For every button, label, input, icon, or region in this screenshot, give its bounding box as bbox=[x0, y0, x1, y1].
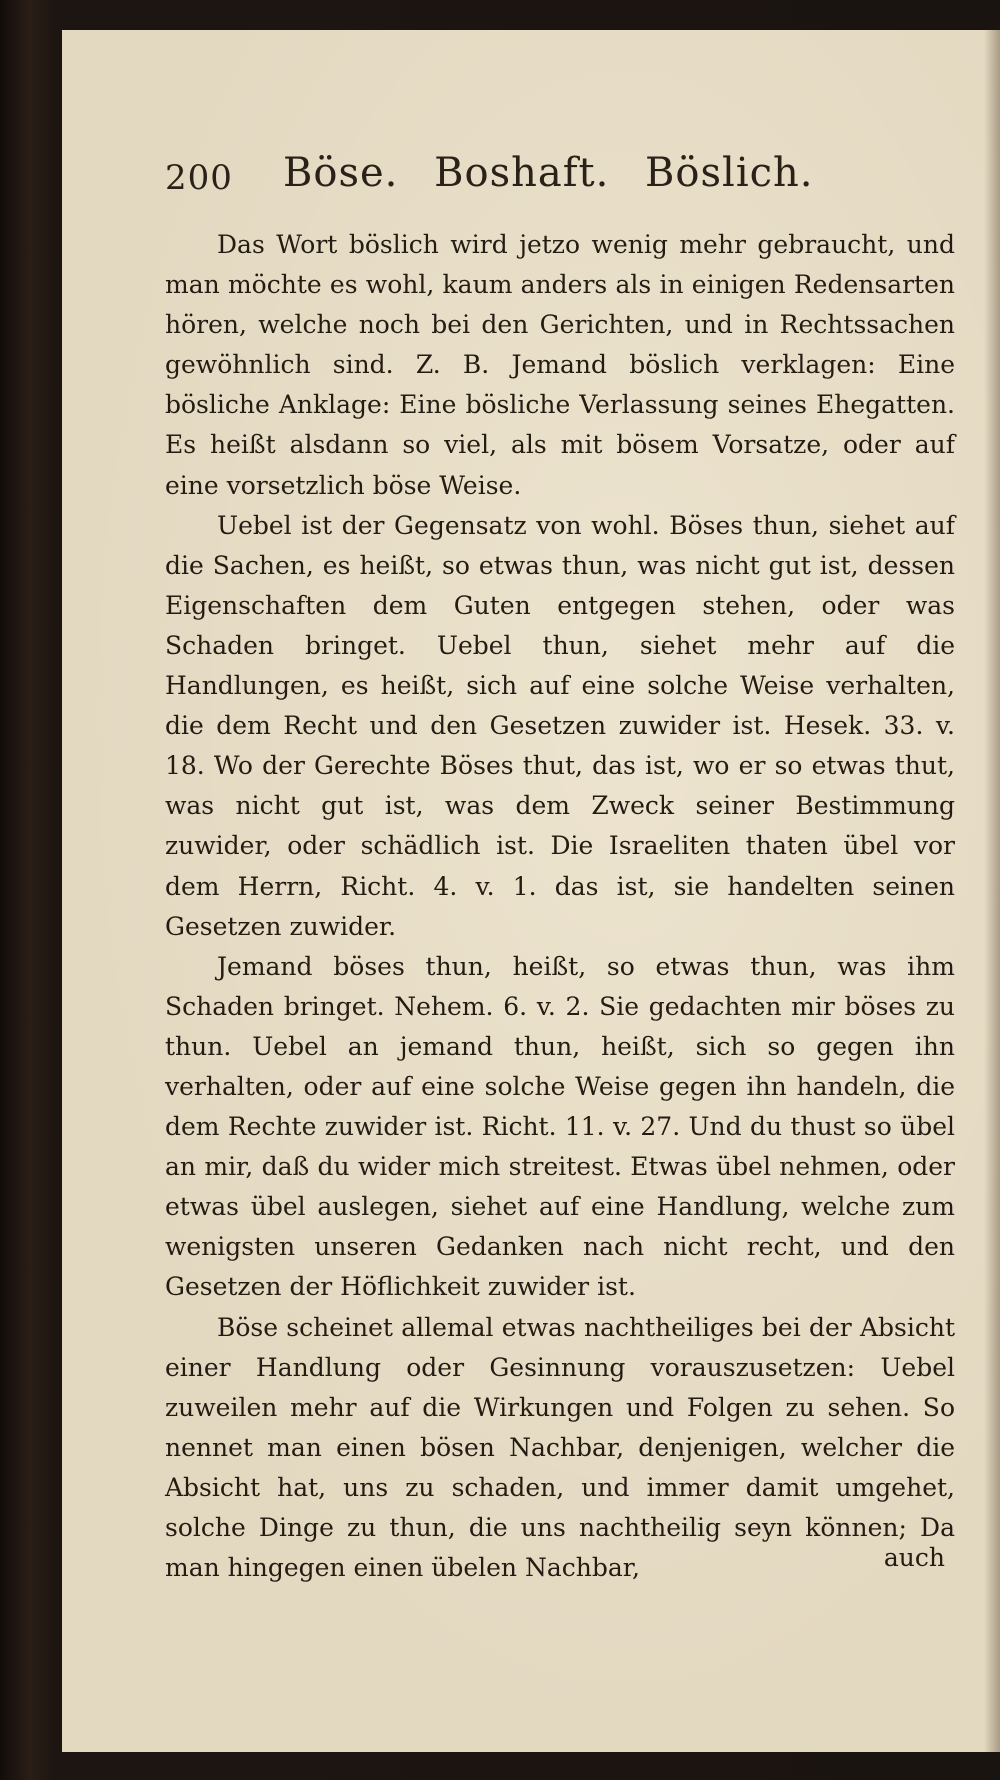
page-number: 200 bbox=[165, 158, 233, 198]
body-text bbox=[165, 225, 955, 1588]
paragraph-1: Das Wort böslich wird jetzo wenig mehr gebraucht, und man möchte es wohl, kaum anders als in einigen Redensarten hören, welche noch bei den Gerichten, und in Rechtssachen gewöhnlich sind. Z. B. Jemand böslich verklagen: Eine bösliche Anklage: Eine bösliche Verlassung seines Ehegatten. Es heißt alsdann so viel, als mit bösem Vorsatze, oder auf eine vorsetzlich böse Weise. bbox=[165, 230, 955, 500]
catchword: auch bbox=[883, 1543, 945, 1572]
paragraph-4: Böse scheinet allemal etwas nachtheiliges bei der Absicht einer Handlung oder Gesinnung vorauszusetzen: Uebel zuweilen mehr auf die Wirkungen und Folgen zu sehen. So nennet man einen bösen Nachbar, denjenigen, welcher die Absicht hat, uns zu schaden, und immer damit umgehet, solche Dinge zu thun, die uns nachtheilig seyn können; Da man hingegen einen übelen Nachbar, bbox=[165, 1312, 955, 1583]
paragraph-3: Jemand böses thun, heißt, so etwas thun, was ihm Schaden bringet. Nehem. 6. v. 2. Sie gedachten mir böses zu thun. Uebel an jemand thun, heißt, sich so gegen ihn verhalten, oder auf eine solche Weise gegen ihn handeln, die dem Rechte zuwider ist. Richt. 11. v. 27. Und du thust so übel an mir, daß du wider mich streitest. Etwas übel nehmen, oder etwas übel auslegen, siehet auf eine Handlung, welche zum wenigsten unseren Gedanken nach nicht recht, und den Gesetzen der Höflichkeit zuwider ist. bbox=[165, 951, 955, 1302]
page-edge-shadow bbox=[984, 30, 1000, 1752]
page-header bbox=[165, 150, 815, 210]
paragraph-2: Uebel ist der Gegensatz von wohl. Böses thun, siehet auf die Sachen, es heißt, so etwas thun, was nicht gut ist, dessen Eigenschaften dem Guten entgegen stehen, oder was Schaden bringet. Uebel thun, siehet mehr auf die Handlungen, es heißt, sich auf eine solche Weise verhalten, die dem Recht und den Gesetzen zuwider ist. Hesek. 33. v. 18. Wo der Gerechte Böses thut, das ist, wo er so etwas thut, was nicht gut ist, was dem Zweck seiner Bestimmung zuwider, oder schädlich ist. Die Israeliten thaten übel vor dem Herrn, Richt. 4. v. 1. das ist, sie handelten seinen Gesetzen zuwider. bbox=[165, 510, 955, 941]
running-title: Böse. Boshaft. Böslich. bbox=[283, 150, 814, 196]
